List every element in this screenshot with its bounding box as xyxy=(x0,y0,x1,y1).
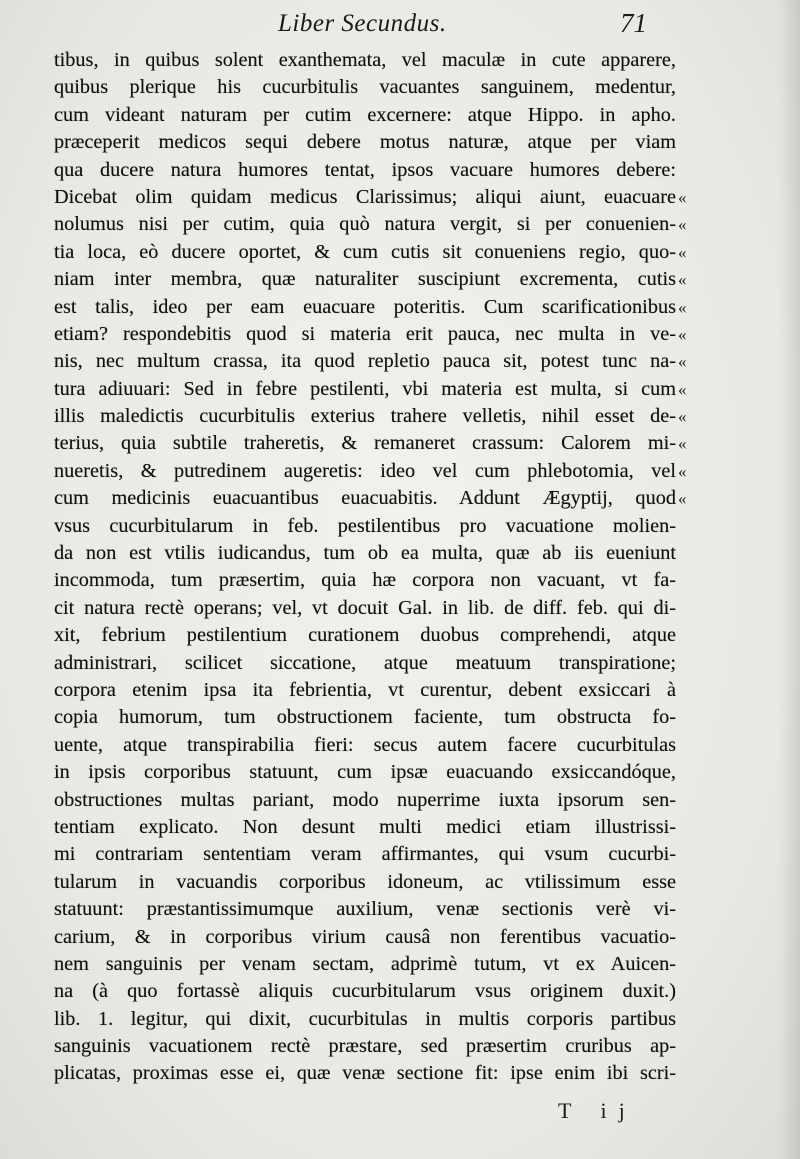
text-line: da non est vtilis iudicandus, tum ob ea multa, quæ ab iis eueniunt xyxy=(54,542,676,565)
margin-mark: « xyxy=(678,407,687,427)
text-line: lib. 1. legitur, qui dixit, cucurbitulas in multis corporis partibus xyxy=(54,1007,676,1030)
text-line: carium, & in corporibus virium causâ non ferentibus vacuatio- xyxy=(54,925,676,948)
margin-mark: « xyxy=(678,379,687,399)
margin-mark xyxy=(678,74,708,101)
text-line: uente, atque transpirabilia fieri: secus autem facere cucurbitulas xyxy=(54,733,676,756)
margin-mark: « xyxy=(678,352,687,372)
text-line: Dicebat olim quidam medicus Clarissimus; aliqui aiunt, euacuare xyxy=(54,185,676,208)
margin-mark: « xyxy=(678,434,687,454)
text-line: tia loca, eò ducere oportet, & cum cutis sit conueniens regio, quo- xyxy=(54,240,676,263)
page-edge-shadow xyxy=(778,0,800,1159)
margin-mark xyxy=(678,869,708,896)
text-line: copia humorum, tum obstructionem faciente, tum obstructa fo- xyxy=(54,706,676,729)
text-line: nem sanguinis per venam sectam, adprimè tutum, vt ex Auicen- xyxy=(54,952,676,975)
margin-mark xyxy=(678,129,708,156)
margin-mark xyxy=(678,732,708,759)
margin-mark xyxy=(678,1060,708,1087)
text-line: cit natura rectè operans; vel, vt docuit Gal. in lib. de diff. feb. qui di- xyxy=(54,596,676,619)
margin-mark: « xyxy=(678,187,687,207)
text-line: nis, nec multum crassa, ita quod repletio pauca sit, potest tunc na- xyxy=(54,350,676,373)
running-head: Liber Secundus. xyxy=(278,10,447,37)
text-line: niam inter membra, quæ naturaliter suscipiunt excrementa, cutis xyxy=(54,268,676,291)
text-line: statuunt: præstantissimumque auxilium, venæ sectionis verè vi- xyxy=(54,898,676,921)
margin-mark: « xyxy=(678,324,687,344)
text-line: tura adiuuari: Sed in febre pestilenti, vbi materia est multa, si cum xyxy=(54,377,676,400)
text-line: plicatas, proximas esse ei, quæ venæ sectione fit: ipse enim ibi scri- xyxy=(54,1062,676,1085)
margin-mark xyxy=(678,787,708,814)
margin-mark xyxy=(678,102,708,129)
margin-mark xyxy=(678,841,708,868)
text-line: nueretis, & putredinem augeretis: ideo vel cum phlebotomia, vel xyxy=(54,459,676,482)
margin-mark xyxy=(678,814,708,841)
margin-mark xyxy=(678,896,708,923)
text-line: vsus cucurbitularum in feb. pestilentibus pro vacuatione molien- xyxy=(54,514,676,537)
text-line: cum videant naturam per cutim excernere: atque Hippo. in apho. xyxy=(54,103,676,126)
text-line: tentiam explicato. Non desunt multi medici etiam illustrissi- xyxy=(54,815,676,838)
margin-mark xyxy=(678,157,708,184)
margin-mark xyxy=(678,677,708,704)
text-line: præceperit medicos sequi debere motus naturæ, atque per viam xyxy=(54,131,676,154)
margin-mark xyxy=(678,650,708,677)
text-line: tularum in vacuandis corporibus idoneum, ac vtilissimum esse xyxy=(54,870,676,893)
margin-mark xyxy=(678,567,708,594)
text-line: administrari, scilicet siccatione, atque meatuum transpiratione; xyxy=(54,651,676,674)
margin-mark xyxy=(678,513,708,540)
margin-mark xyxy=(678,978,708,1005)
text-line: xit, febrium pestilentium curationem duobus comprehendi, atque xyxy=(54,624,676,647)
text-line: quibus plerique his cucurbitulis vacuantes sanguinem, medentur, xyxy=(54,76,676,99)
text-line: in ipsis corporibus statuunt, cum ipsæ euacuando exsiccandóque, xyxy=(54,761,676,784)
text-line: mi contrariam sententiam veram affirmantes, qui vsum cucurbi- xyxy=(54,843,676,866)
text-line: illis maledictis cucurbitulis exterius trahere velletis, nihil esset de- xyxy=(54,405,676,428)
margin-mark: « xyxy=(678,461,687,481)
margin-mark: « xyxy=(678,270,687,290)
page-header xyxy=(0,6,800,40)
margin-quotation-marks xyxy=(678,47,708,1088)
margin-mark: « xyxy=(678,215,687,235)
text-line: est talis, ideo per eam euacuare poteritis. Cum scarificationibus xyxy=(54,295,676,318)
text-line: sanguinis vacuationem rectè præstare, sed præsertim cruribus ap- xyxy=(54,1035,676,1058)
margin-mark xyxy=(678,47,708,74)
text-line: na (à quo fortassè aliquis cucurbitularum vsus originem duxit.) xyxy=(54,980,676,1003)
margin-mark xyxy=(678,704,708,731)
page-number: 71 xyxy=(620,8,647,38)
text-line: terius, quia subtile traheretis, & remaneret crassum: Calorem mi- xyxy=(54,432,676,455)
signature-mark: T ij xyxy=(558,1098,637,1123)
text-line: incommoda, tum præsertim, quia hæ corpora non vacuant, vt fa- xyxy=(54,569,676,592)
margin-mark xyxy=(678,1033,708,1060)
text-line: tibus, in quibus solent exanthemata, vel maculæ in cute apparere, xyxy=(54,49,676,71)
margin-mark: « xyxy=(678,242,687,262)
margin-mark xyxy=(678,759,708,786)
margin-mark xyxy=(678,1006,708,1033)
margin-mark: « xyxy=(678,297,687,317)
margin-mark: « xyxy=(678,489,687,509)
text-line: nolumus nisi per cutim, quia quò natura vergit, si per conuenien- xyxy=(54,213,676,236)
text-line: obstructiones multas pariant, modo nuperrime iuxta ipsorum sen- xyxy=(54,788,676,811)
text-line: corpora etenim ipsa ita febrientia, vt curentur, debent exsiccari à xyxy=(54,678,676,701)
text-line: etiam? respondebitis quod si materia erit pauca, nec multa in ve- xyxy=(54,322,676,345)
text-line: cum medicinis euacuantibus euacuabitis. Addunt Ægyptij, quod xyxy=(54,487,676,510)
margin-mark xyxy=(678,924,708,951)
text-line: qua ducere natura humores tentat, ipsos vacuare humores debere: xyxy=(54,158,676,181)
margin-mark xyxy=(678,540,708,567)
margin-mark xyxy=(678,595,708,622)
body-text xyxy=(54,47,676,1088)
margin-mark xyxy=(678,951,708,978)
margin-mark xyxy=(678,622,708,649)
